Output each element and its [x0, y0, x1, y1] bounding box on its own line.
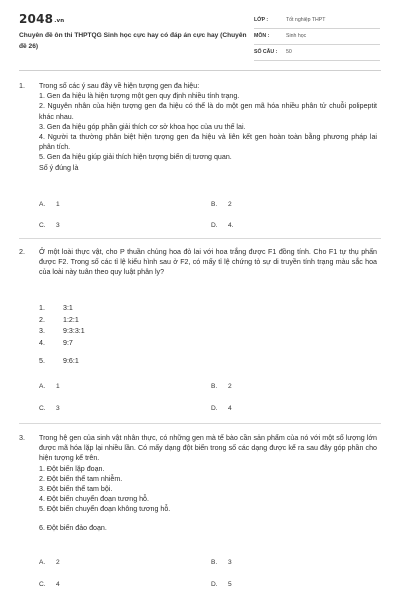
option-b[interactable] — [211, 383, 232, 390]
option-letter: D. — [211, 222, 218, 229]
option-text: 5 — [228, 581, 232, 588]
question-text — [39, 81, 377, 173]
option-letter: C. — [39, 222, 46, 229]
ratio-number: 5. — [39, 356, 45, 365]
meta-row-count — [254, 45, 380, 61]
option-text: 3 — [228, 559, 232, 566]
question-separator — [19, 238, 381, 239]
ratio-value: 9:7 — [63, 338, 73, 347]
meta-row-class — [254, 13, 380, 29]
question-line: 2. Nguyên nhân của hiện tượng gen đa hiệu có thể là do một gen mã hóa nhiều phân tử chuỗi polipeptit khác nhau. — [39, 102, 377, 121]
ratio-number: 2. — [39, 315, 45, 324]
option-letter: A. — [39, 383, 46, 390]
meta-key: SỐ CÂU : — [254, 49, 278, 55]
question-line: 1. Đột biến lặp đoạn. — [39, 464, 105, 473]
option-letter: A. — [39, 201, 46, 208]
document-meta — [254, 13, 380, 61]
option-b[interactable] — [211, 201, 232, 208]
option-letter: B. — [211, 201, 218, 208]
header-divider — [19, 70, 381, 71]
option-d[interactable] — [211, 405, 232, 412]
option-text: 3 — [56, 405, 60, 412]
document-title: Chuyên đề ôn thi THPTQG Sinh học cực hay có đáp án cực hay (Chuyên đề 26) — [19, 32, 247, 50]
ratio-number: 3. — [39, 327, 45, 335]
option-letter: C. — [39, 405, 46, 412]
option-letter: B. — [211, 559, 218, 566]
question-line: 4. Đột biến chuyển đoạn tương hỗ. — [39, 495, 149, 504]
question-line: 3. Đột biến thể tam bội. — [39, 485, 113, 494]
question-number: 1. — [19, 81, 25, 90]
question-text — [39, 247, 377, 278]
option-d[interactable] — [211, 222, 234, 229]
meta-key: MÔN : — [254, 33, 270, 39]
option-text: 1 — [56, 383, 60, 390]
question-line: 5. Gen đa hiệu giúp giải thích hiện tượng biến dị tương quan. — [39, 153, 232, 162]
option-text: 4 — [228, 405, 232, 412]
option-letter: D. — [211, 405, 218, 412]
question-line: 5. Đột biến chuyển đoạn không tương hỗ. — [39, 505, 171, 514]
option-c[interactable] — [39, 405, 60, 412]
option-text: 4 — [56, 581, 60, 588]
question-line: Trong hệ gen của sinh vật nhân thực, có những gen mà tế bào cần sản phẩm của nó với một số lượng lớn được mã hóa lặp lại nhiều lần. Có mấy dạng đột biến trong số các dạng được kể ra sau đây góp phần cho hiện tượng kể trên. — [39, 434, 377, 463]
meta-row-subject — [254, 29, 380, 45]
question-line-spacer — [39, 515, 377, 523]
meta-value: Tốt nghiệp THPT — [286, 17, 326, 23]
option-text: 2 — [228, 383, 232, 390]
logo-domain: .vn — [54, 18, 65, 24]
logo-text: 2048 — [19, 12, 54, 26]
question-text — [39, 433, 377, 533]
question-line: 2. Đột biến thể tam nhiễm. — [39, 474, 123, 483]
site-logo[interactable] — [19, 12, 64, 26]
document-header — [0, 0, 400, 70]
option-letter: B. — [211, 383, 218, 390]
question-line: 4. Người ta thường phân biệt hiện tượng gen đa hiệu và liên kết gen hoàn toàn bằng phương pháp lai phân tích. — [39, 133, 377, 152]
ratio-number: 4. — [39, 338, 45, 347]
question-line: 6. Đột biến đảo đoạn. — [39, 523, 107, 532]
meta-value: 50 — [286, 49, 292, 55]
question-number: 3. — [19, 433, 25, 442]
meta-key: LỚP : — [254, 17, 269, 23]
question-line: 3. Gen đa hiệu góp phần giải thích cơ sở khoa học của ưu thế lai. — [39, 122, 246, 131]
option-letter: D. — [211, 581, 218, 588]
meta-value: Sinh học — [286, 33, 307, 39]
ratio-value: 3:1 — [63, 304, 73, 312]
option-text: 2 — [228, 201, 232, 208]
option-letter: C. — [39, 581, 46, 588]
question-line: Số ý đúng là — [39, 163, 79, 172]
option-text: 2 — [56, 559, 60, 566]
option-text: 4. — [228, 222, 234, 229]
option-a[interactable] — [39, 201, 60, 208]
question-line: Trong số các ý sau đây về hiện tượng gen đa hiệu: — [39, 82, 200, 90]
option-c[interactable] — [39, 581, 60, 588]
question-line: 1. Gen đa hiệu là hiện tượng một gen quy định nhiều tính trạng. — [39, 92, 240, 101]
question-number: 2. — [19, 247, 25, 256]
option-c[interactable] — [39, 222, 60, 229]
question-separator — [19, 423, 381, 424]
option-text: 3 — [56, 222, 60, 229]
ratio-value: 9:6:1 — [63, 356, 79, 365]
option-b[interactable] — [211, 559, 232, 566]
ratio-value: 9:3:3:1 — [63, 327, 85, 335]
option-a[interactable] — [39, 559, 60, 566]
option-a[interactable] — [39, 383, 60, 390]
question-line: Ở một loài thực vật, cho P thuần chủng hoa đỏ lai với hoa trắng được F1 đồng tính. Cho F1 tự thụ phấn được F2. Trong số các tỉ lệ kiểu hình sau ở F2, có mấy tỉ lệ chứng tỏ sự di truyền tính trạng màu sắc hoa của loài này tuân theo quy luật phân ly? — [39, 248, 377, 277]
option-d[interactable] — [211, 581, 232, 588]
ratio-number: 1. — [39, 304, 45, 312]
ratio-value: 1:2:1 — [63, 315, 79, 324]
option-letter: A. — [39, 559, 46, 566]
option-text: 1 — [56, 201, 60, 208]
